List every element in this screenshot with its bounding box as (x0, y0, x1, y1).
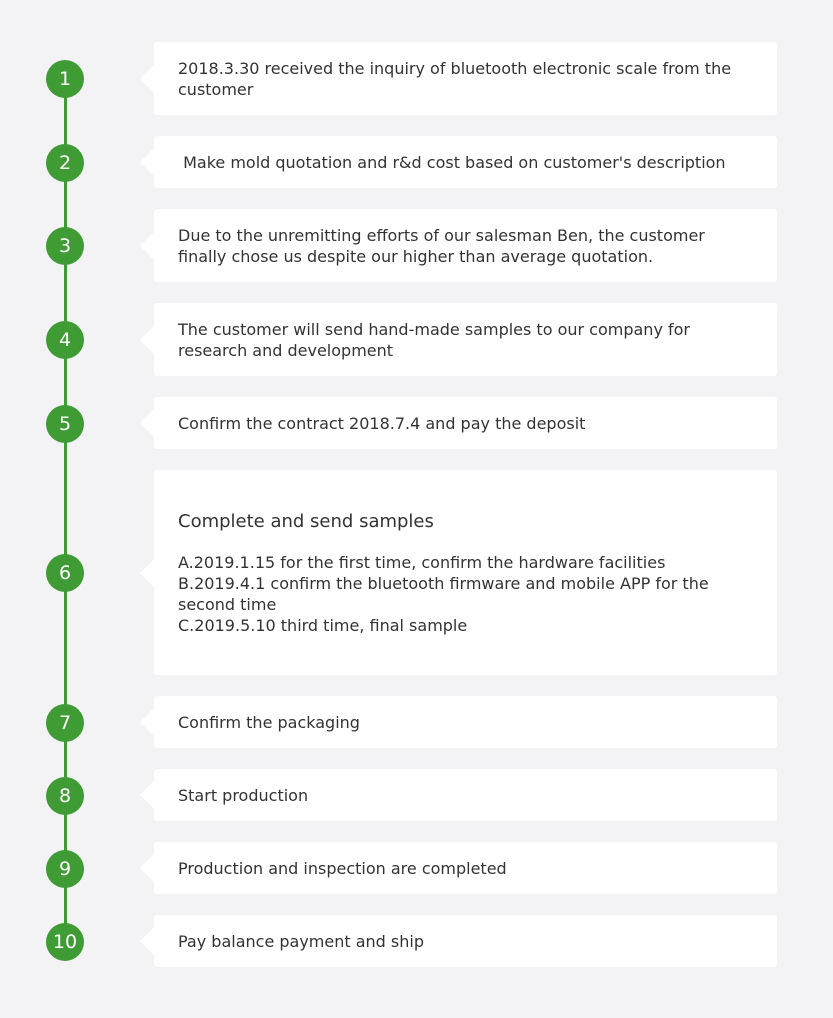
step-card-9 (154, 842, 777, 894)
step-card-2 (154, 136, 777, 188)
step-card-10 (154, 915, 777, 967)
step-text-10: Pay balance payment and ship (178, 931, 424, 951)
step-card-3 (154, 209, 777, 282)
step-card-5 (154, 397, 777, 449)
step-title-6: Complete and send samples (178, 510, 434, 532)
step-number-4: 4 (46, 321, 84, 359)
step-number-5: 5 (46, 405, 84, 443)
step-number-10: 10 (46, 923, 84, 961)
step-card-1 (154, 42, 777, 115)
step-text-3: Due to the unremitting efforts of our salesman Ben, the customer finally chose us despite our higher than average quotation. (178, 225, 705, 266)
step-detail-6a: A.2019.1.15 for the first time, confirm the hardware facilities (178, 552, 666, 572)
step-text-2: Make mold quotation and r&d cost based on customer's description (178, 152, 726, 172)
step-number-9: 9 (46, 850, 84, 888)
step-detail-6b: B.2019.4.1 confirm the bluetooth firmware and mobile APP for the second time (178, 573, 709, 614)
step-number-6: 6 (46, 554, 84, 592)
step-number-7: 7 (46, 704, 84, 742)
step-card-4 (154, 303, 777, 376)
step-text-8: Start production (178, 785, 309, 805)
step-text-4: The customer will send hand-made samples to our company for research and development (178, 319, 690, 360)
step-number-3: 3 (46, 227, 84, 265)
step-text-1: 2018.3.30 received the inquiry of bluetooth electronic scale from the customer (178, 58, 732, 99)
step-card-7 (154, 696, 777, 748)
step-number-1: 1 (46, 60, 84, 98)
step-text-5: Confirm the contract 2018.7.4 and pay the deposit (178, 413, 586, 433)
step-number-8: 8 (46, 777, 84, 815)
step-number-2: 2 (46, 144, 84, 182)
step-card-8 (154, 769, 777, 821)
step-text-7: Confirm the packaging (178, 712, 360, 732)
step-text-9: Production and inspection are completed (178, 858, 507, 878)
step-detail-6c: C.2019.5.10 third time, final sample (178, 615, 468, 635)
step-card-6 (154, 470, 777, 675)
